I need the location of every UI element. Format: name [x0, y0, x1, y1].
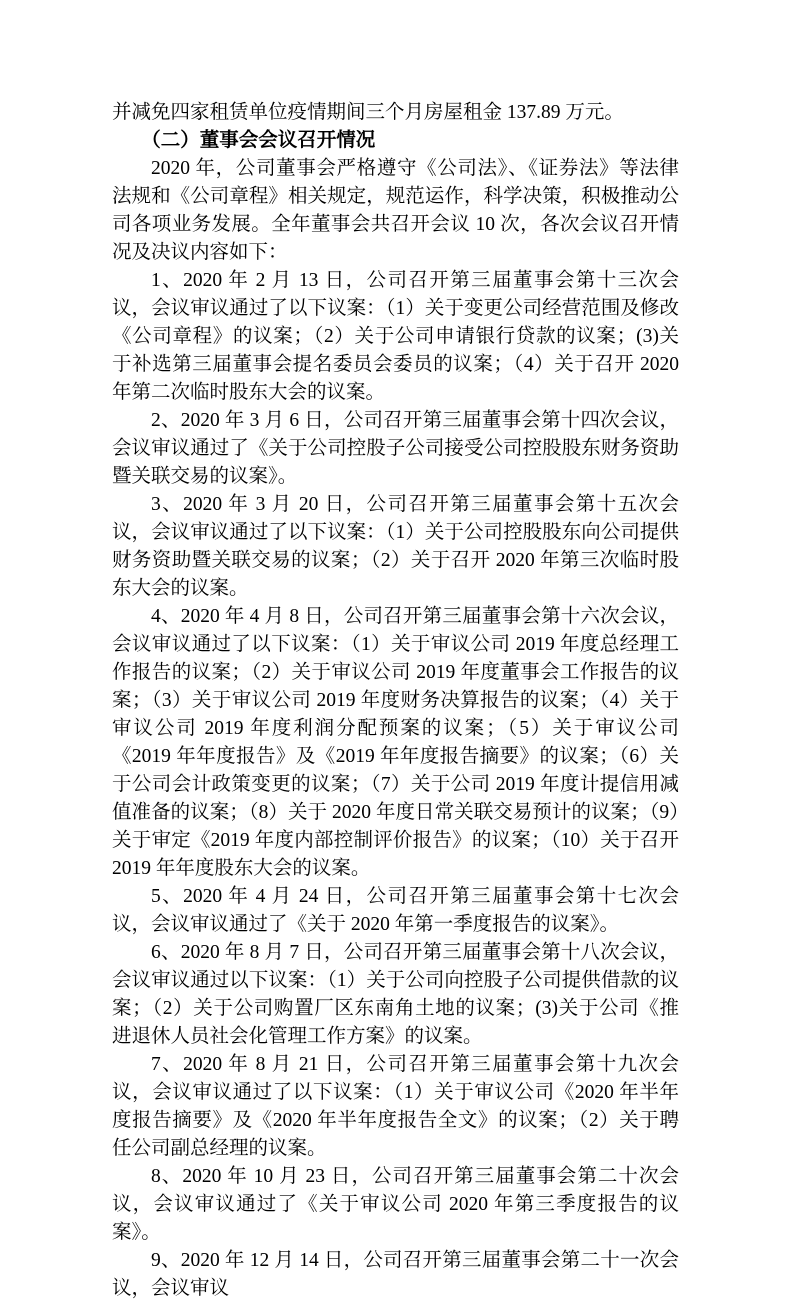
meeting-item-3: 3、2020 年 3 月 20 日，公司召开第三届董事会第十五次会议，会议审议通过了以下议案：（1）关于公司控股股东向公司提供财务资助暨关联交易的议案；（2）关于召开 2020 年第三次临时股东大会的议案。 [112, 494, 679, 599]
document-body [112, 99, 679, 1303]
meeting-item-2: 2、2020 年 3 月 6 日，公司召开第三届董事会第十四次会议，会议审议通过了《关于公司控股子公司接受公司控股股东财务资助暨关联交易的议案》。 [112, 410, 679, 487]
meeting-item-6: 6、2020 年 8 月 7 日，公司召开第三届董事会第十八次会议，会议审议通过以下议案：（1）关于公司向控股子公司提供借款的议案；（2）关于公司购置厂区东南角土地的议案；(3)关于公司《推进退休人员社会化管理工作方案》的议案。 [112, 942, 679, 1047]
section-heading: （二）董事会会议召开情况 [141, 130, 376, 151]
meeting-item-5: 5、2020 年 4 月 24 日，公司召开第三届董事会第十七次会议，会议审议通过了《关于 2020 年第一季度报告的议案》。 [112, 886, 679, 935]
meeting-item-7: 7、2020 年 8 月 21 日，公司召开第三届董事会第十九次会议，会议审议通过了以下议案：（1）关于审议公司《2020 年半年度报告摘要》及《2020 年半年度报告全文》的议案；（2）关于聘任公司副总经理的议案。 [112, 1054, 679, 1159]
meeting-item-8: 8、2020 年 10 月 23 日，公司召开第三届董事会第二十次会议，会议审议通过了《关于审议公司 2020 年第三季度报告的议案》。 [112, 1166, 679, 1243]
meeting-item-4: 4、2020 年 4 月 8 日，公司召开第三届董事会第十六次会议，会议审议通过了以下议案：（1）关于审议公司 2019 年度总经理工作报告的议案；（2）关于审议公司 2019 年度董事会工作报告的议案；（3）关于审议公司 2019 年度财务决算报告的议案；（4）关于审议公司 2019 年度利润分配预案的议案；（5）关于审议公司《2019 年年度报告》及《2019 年年度报告摘要》的议案；（6）关于公司会计政策变更的议案；（7）关于公司 2019 年度计提信用减值准备的议案；（8）关于 2020 年度日常关联交易预计的议案；（9）关于审定《2019 年度内部控制评价报告》的议案；（10）关于召开 2019 年年度股东大会的议案。 [112, 606, 679, 879]
meeting-item-9: 9、2020 年 12 月 14 日，公司召开第三届董事会第二十一次会议，会议审议 [112, 1250, 679, 1299]
paragraph-overview: 2020 年，公司董事会严格遵守《公司法》、《证券法》等法律法规和《公司章程》相关规定，规范运作，科学决策，积极推动公司各项业务发展。全年董事会共召开会议 10 次，各次会议召开情况及决议内容如下： [112, 158, 679, 263]
paragraph-continuation: 并减免四家租赁单位疫情期间三个月房屋租金 137.89 万元。 [112, 102, 624, 123]
meeting-item-1: 1、2020 年 2 月 13 日，公司召开第三届董事会第十三次会议，会议审议通过了以下议案：（1）关于变更公司经营范围及修改《公司章程》的议案；（2）关于公司申请银行贷款的议案；(3)关于补选第三届董事会提名委员会委员的议案；（4）关于召开 2020 年第二次临时股东大会的议案。 [112, 270, 679, 403]
